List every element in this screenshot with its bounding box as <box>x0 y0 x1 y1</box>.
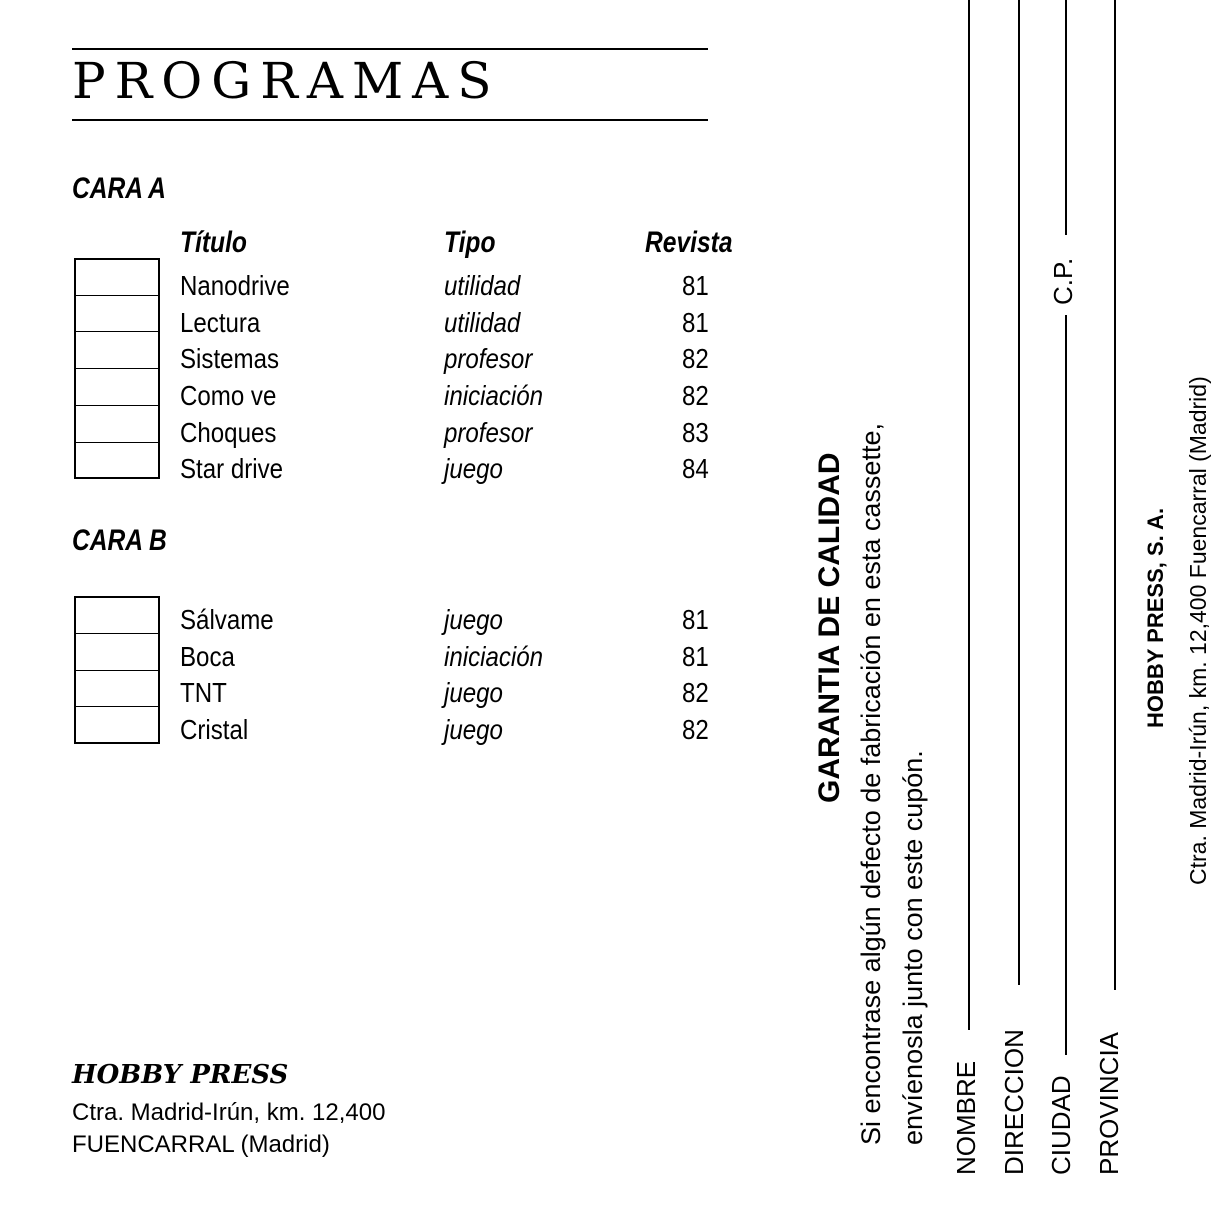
title-rule-top <box>72 48 708 50</box>
cara-b-label: CARA B <box>72 524 167 557</box>
checkbox-b-1[interactable] <box>74 596 160 633</box>
mail-to-address: Ctra. Madrid-Irún, km. 12,400 Fuencarral (Madrid) <box>1185 376 1211 885</box>
cara-b-revista-3: 82 <box>682 677 709 708</box>
field-provincia-label: PROVINCIA <box>1094 1031 1124 1175</box>
cara-a-tipo-6: juego <box>444 453 503 484</box>
cara-b-tipo-4: juego <box>444 714 503 745</box>
cara-a-tipo-3: profesor <box>444 343 533 374</box>
column-header-tipo: Tipo <box>444 226 496 259</box>
field-ciudad-line[interactable] <box>1065 315 1067 1055</box>
cara-b-tipo-1: juego <box>444 604 503 635</box>
cara-b-revista-4: 82 <box>682 714 709 745</box>
cara-a-tipo-4: iniciación <box>444 380 544 411</box>
cara-b-title-1: Sálvame <box>180 604 274 635</box>
cara-a-revista-4: 82 <box>682 380 709 411</box>
column-header-revista: Revista <box>645 226 733 259</box>
field-cp-label: C.P. <box>1048 257 1078 305</box>
cara-a-tipo-5: profesor <box>444 417 533 448</box>
mail-to-name: HOBBY PRESS, S. A. <box>1143 507 1168 728</box>
checkbox-a-1[interactable] <box>74 258 160 295</box>
cara-a-label: CARA A <box>72 172 166 205</box>
cara-a-title-3: Sistemas <box>180 343 280 374</box>
cara-b-revista-2: 81 <box>682 641 709 672</box>
cara-a-revista-6: 84 <box>682 453 709 484</box>
field-cp-line[interactable] <box>1065 0 1067 235</box>
cara-a-revista-5: 83 <box>682 417 709 448</box>
checkbox-b-4[interactable] <box>74 706 160 744</box>
field-nombre-line[interactable] <box>968 0 970 1030</box>
garantia-title: GARANTIA DE CALIDAD <box>813 452 846 803</box>
checkbox-a-3[interactable] <box>74 331 160 368</box>
column-header-titulo: Título <box>180 226 247 259</box>
field-nombre-label: NOMBRE <box>951 1060 981 1175</box>
checkbox-a-4[interactable] <box>74 368 160 405</box>
cara-a-tipo-2: utilidad <box>444 307 521 338</box>
title-rule-bottom <box>72 119 708 121</box>
cara-b-tipo-2: iniciación <box>444 641 544 672</box>
cara-b-title-4: Cristal <box>180 714 249 745</box>
cara-a-title-4: Como ve <box>180 380 277 411</box>
checkbox-b-2[interactable] <box>74 633 160 670</box>
cara-a-revista-2: 81 <box>682 307 709 338</box>
field-direccion-line[interactable] <box>1018 0 1020 985</box>
cara-b-title-2: Boca <box>180 641 235 672</box>
publisher-name: HOBBY PRESS <box>72 1060 289 1090</box>
publisher-address-line2: FUENCARRAL (Madrid) <box>72 1131 330 1158</box>
cara-b-tipo-3: juego <box>444 677 503 708</box>
field-direccion-label: DIRECCION <box>999 1029 1029 1175</box>
cara-a-revista-1: 81 <box>682 270 709 301</box>
cara-b-title-3: TNT <box>180 677 227 708</box>
cara-a-revista-3: 82 <box>682 343 709 374</box>
cara-a-tipo-1: utilidad <box>444 270 521 301</box>
checkbox-b-3[interactable] <box>74 670 160 706</box>
cara-a-title-2: Lectura <box>180 307 261 338</box>
page-title: PROGRAMAS <box>72 52 501 110</box>
garantia-line2: envíenosla junto con este cupón. <box>898 750 928 1145</box>
checkbox-a-2[interactable] <box>74 295 160 331</box>
field-ciudad-label: CIUDAD <box>1046 1075 1076 1175</box>
checkbox-a-6[interactable] <box>74 442 160 479</box>
garantia-line1: Si encontrase algún defecto de fabricación en esta cassette, <box>856 423 886 1145</box>
cara-b-revista-1: 81 <box>682 604 709 635</box>
checkbox-a-5[interactable] <box>74 405 160 442</box>
cara-a-title-6: Star drive <box>180 453 284 484</box>
cara-a-title-5: Choques <box>180 417 277 448</box>
field-provincia-line[interactable] <box>1114 0 1116 990</box>
cara-a-title-1: Nanodrive <box>180 270 290 301</box>
publisher-address-line1: Ctra. Madrid-Irún, km. 12,400 <box>72 1099 386 1126</box>
